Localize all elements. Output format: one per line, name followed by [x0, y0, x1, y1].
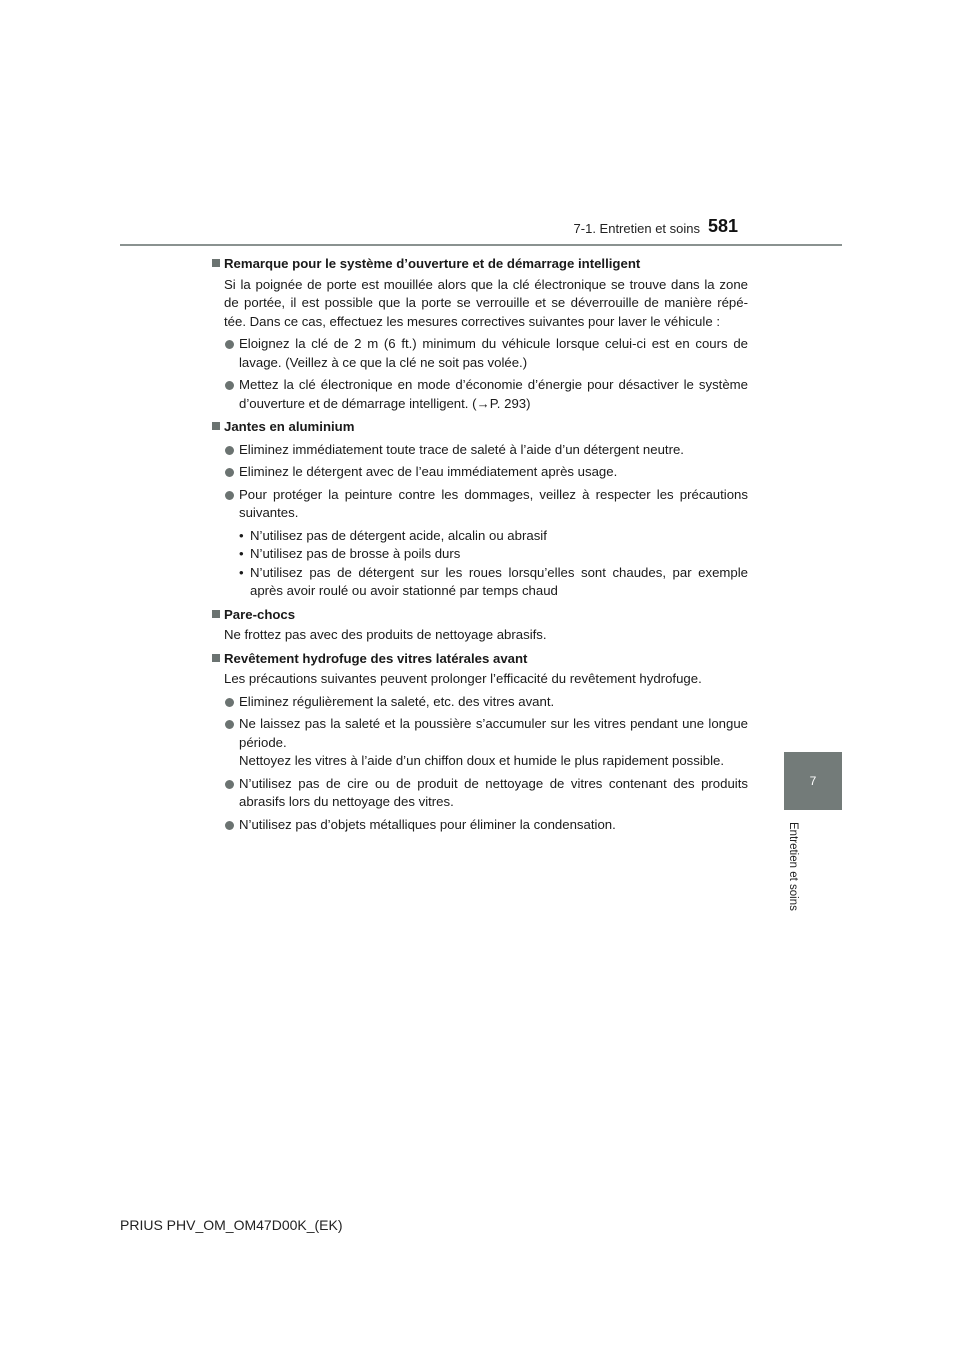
document-id: PRIUS PHV_OM_OM47D00K_(EK) — [120, 1217, 343, 1233]
list-item: Eliminez immédiatement toute trace de saleté à l’aide d’un détergent neutre. — [212, 441, 748, 460]
list-item: Pour protéger la peinture contre les dommages, veillez à respecter les précautions suivantes. — [212, 486, 748, 523]
dot-bullet-icon: • — [239, 564, 244, 580]
section-heading: Pare-chocs — [212, 606, 748, 625]
circle-bullet-icon — [225, 340, 234, 349]
sub-list-item: • N’utilisez pas de brosse à poils durs — [239, 545, 748, 564]
section-header: 7-1. Entretien et soins — [573, 221, 700, 236]
circle-bullet-icon — [225, 381, 234, 390]
page-number: 581 — [708, 216, 739, 236]
list-item — [212, 376, 748, 413]
section-heading: Remarque pour le système d’ouverture et de démarrage intelligent — [212, 255, 748, 274]
circle-bullet-icon — [225, 468, 234, 477]
list-item: Ne laissez pas la saleté et la poussière s’accumuler sur les vitres pendant une longue période. Nettoyez les vitres à l’aide d’un chiffon doux et humide le plus rapidement possible. — [212, 715, 748, 771]
sub-list-item: • N’utilisez pas de détergent sur les roues lorsqu’elles sont chaudes, par exemple après avoir roulé ou avoir stationné par temps chaud — [239, 564, 748, 598]
circle-bullet-icon — [225, 698, 234, 707]
square-bullet-icon — [212, 259, 220, 267]
section-heading: Jantes en aluminium — [212, 418, 748, 437]
circle-bullet-icon — [225, 720, 234, 729]
square-bullet-icon — [212, 422, 220, 430]
section-heading: Revêtement hydrofuge des vitres latérales avant — [212, 650, 748, 669]
list-item: N’utilisez pas d’objets métalliques pour éliminer la condensation. — [212, 816, 748, 835]
circle-bullet-icon — [225, 446, 234, 455]
list-item: N’utilisez pas de cire ou de produit de nettoyage de vitres contenant des produits abrasifs lors du nettoyage des vitres. — [212, 775, 748, 812]
list-item: Eliminez régulièrement la saleté, etc. des vitres avant. — [212, 693, 748, 712]
header-divider — [120, 244, 842, 246]
circle-bullet-icon — [225, 821, 234, 830]
dot-bullet-icon: • — [239, 527, 244, 543]
circle-bullet-icon — [225, 780, 234, 789]
chapter-label: Entretien et soins — [787, 822, 799, 911]
section-paragraph: Ne frottez pas avec des produits de nettoyage abrasifs. — [224, 627, 547, 642]
sub-list-item: • N’utilisez pas de détergent acide, alcalin ou abrasif — [239, 527, 748, 546]
square-bullet-icon — [212, 654, 220, 662]
circle-bullet-icon — [225, 491, 234, 500]
page-content — [212, 255, 748, 834]
list-item: Eliminez le détergent avec de l’eau immédiatement après usage. — [212, 463, 748, 482]
square-bullet-icon — [212, 610, 220, 618]
page-reference-text[interactable]: Mettez la clé électronique en mode d’économie d’énergie pour désactiver le système d’ouverture et de démarrage intelligent. (→P. 293) — [239, 377, 748, 411]
section-paragraph: Si la poignée de porte est mouillée alors que la clé électronique se trouve dans la zone de portée, il est possible que la porte se verrouille et se déverrouille de manière répé- tée. Dans ce cas, effectuez les mesures correctives suivantes pour laver le véhicule : — [224, 276, 748, 329]
section-paragraph: Les précautions suivantes peuvent prolonger l’efficacité du revêtement hydrofuge. — [224, 671, 702, 686]
dot-bullet-icon: • — [239, 546, 244, 561]
chapter-number: 7 — [809, 774, 817, 788]
list-item: Eloignez la clé de 2 m (6 ft.) minimum du véhicule lorsque celui-ci est en cours de lavage. (Veillez à ce que la clé ne soit pas volée.) — [212, 335, 748, 372]
sub-list — [212, 527, 748, 601]
chapter-tab[interactable] — [784, 752, 842, 810]
